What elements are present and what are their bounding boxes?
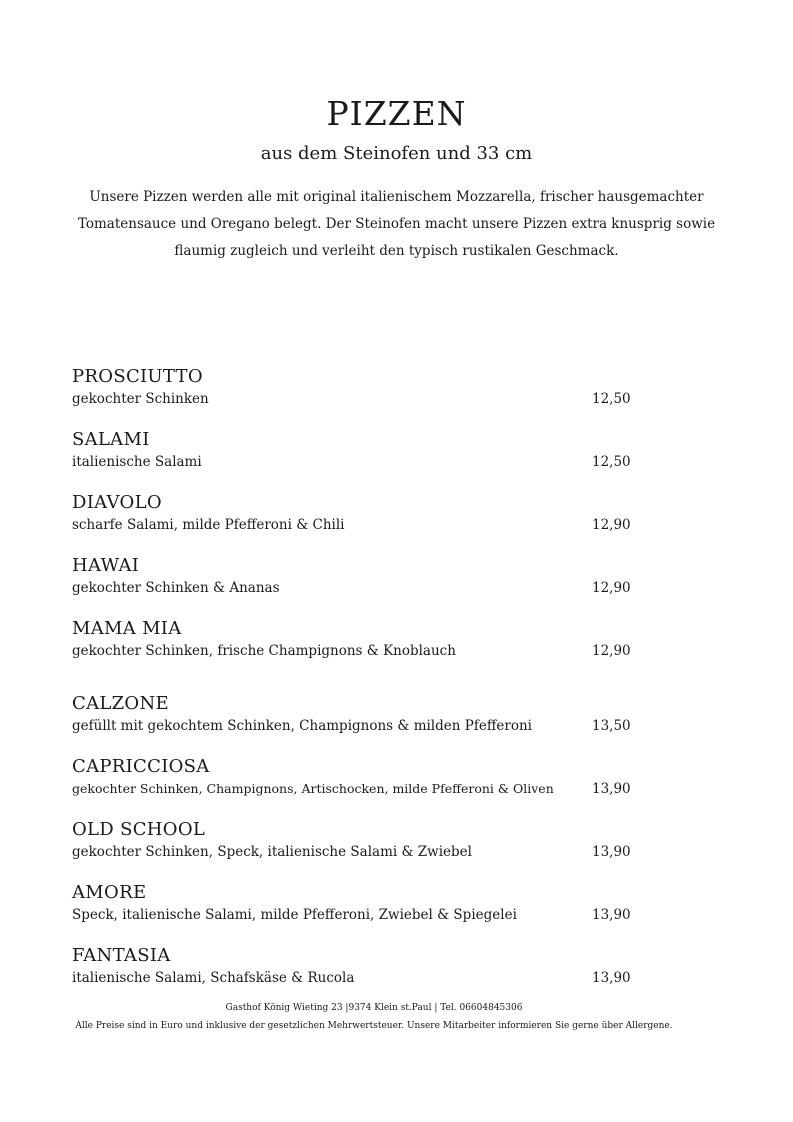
item-name: AMORE [72, 882, 147, 903]
item-name: MAMA MIA [72, 618, 182, 639]
item-description: gekochter Schinken [72, 391, 209, 407]
item-price: 13,90 [592, 781, 631, 797]
menu-item-fantasia [72, 945, 672, 990]
item-description: gekochter Schinken & Ananas [72, 580, 280, 596]
menu-item-amore [72, 882, 672, 927]
item-description: gefüllt mit gekochtem Schinken, Champignons & milden Pfefferoni [72, 718, 532, 734]
item-price: 12,90 [592, 643, 631, 659]
menu-item-prosciutto [72, 366, 672, 411]
item-name: CAPRICCIOSA [72, 756, 210, 777]
item-description: gekochter Schinken, Speck, italienische Salami & Zwiebel [72, 844, 472, 860]
item-description: Speck, italienische Salami, milde Pfefferoni, Zwiebel & Spiegelei [72, 907, 517, 923]
item-description: italienische Salami [72, 454, 202, 470]
item-name: CALZONE [72, 693, 169, 714]
item-name: SALAMI [72, 429, 150, 450]
footer-address: Gasthof König Wieting 23 |9374 Klein st.Paul | Tel. 06604845306 [225, 1003, 523, 1013]
menu-item-calzone [72, 693, 672, 738]
item-name: DIAVOLO [72, 492, 162, 513]
item-price: 13,50 [592, 718, 631, 734]
footer-note: Alle Preise sind in Euro und inklusive der gesetzlichen Mehrwertsteuer. Unsere Mitarbeiter informieren Sie gerne über Allergene. [75, 1021, 673, 1031]
item-price: 12,50 [592, 391, 631, 407]
item-price: 13,90 [592, 907, 631, 923]
item-price: 13,90 [592, 970, 631, 986]
item-name: OLD SCHOOL [72, 819, 206, 840]
item-price: 12,90 [592, 580, 631, 596]
item-price: 12,50 [592, 454, 631, 470]
item-price: 12,90 [592, 517, 631, 533]
page-title: PIZZEN [326, 94, 467, 133]
menu-item-diavolo [72, 492, 672, 537]
item-name: PROSCIUTTO [72, 366, 203, 387]
menu-item-old-school [72, 819, 672, 864]
item-description: gekochter Schinken, frische Champignons & Knoblauch [72, 643, 456, 659]
menu-item-salami [72, 429, 672, 474]
item-name: HAWAI [72, 555, 140, 576]
item-description: scharfe Salami, milde Pfefferoni & Chili [72, 517, 345, 533]
menu-item-hawai [72, 555, 672, 600]
intro-text: Unsere Pizzen werden alle mit original italienischem Mozzarella, frischer hausgemachter Tomatensauce und Oregano belegt. Der Steinofen macht unsere Pizzen extra knusprig sowie flaumig zugleich und verleiht den typisch rustikalen Geschmack. [77, 189, 716, 259]
page-subtitle: aus dem Steinofen und 33 cm [260, 143, 533, 164]
item-price: 13,90 [592, 844, 631, 860]
item-description: gekochter Schinken, Champignons, Artischocken, milde Pfefferoni & Oliven [72, 781, 554, 796]
item-description: italienische Salami, Schafskäse & Rucola [72, 970, 355, 986]
menu-item-capricciosa [72, 756, 672, 801]
item-name: FANTASIA [72, 945, 171, 966]
menu-item-mama-mia [72, 618, 672, 663]
